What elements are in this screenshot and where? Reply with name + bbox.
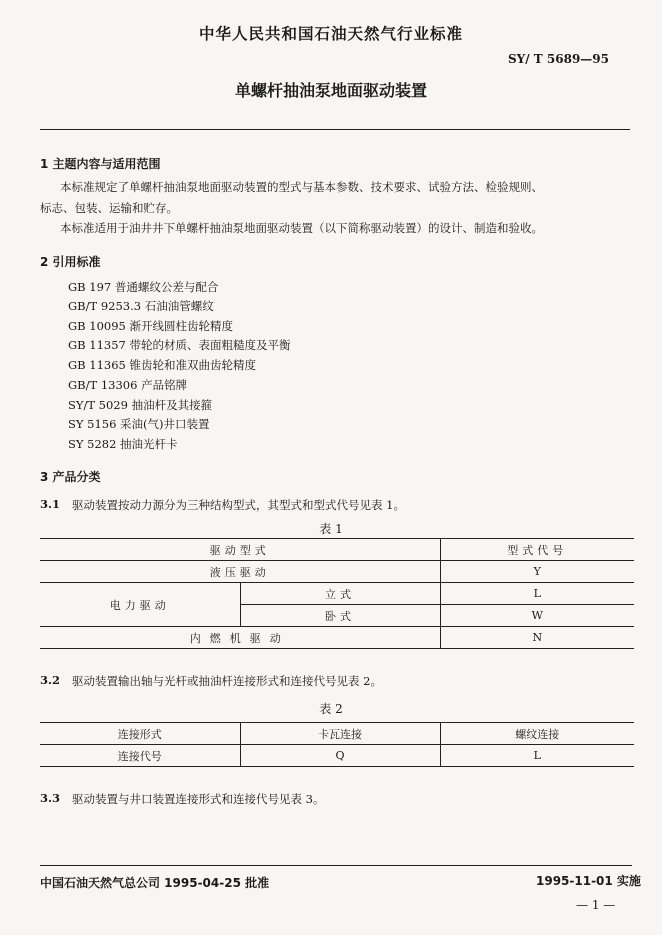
table2-cell-thread-code: L: [440, 745, 634, 767]
clause-text: 驱动装置按动力源分为三种结构型式，其型式和型式代号见表 1。: [72, 498, 405, 512]
reference-item: GB/T 13306 产品铭牌: [68, 378, 188, 392]
table1-cell-hydraulic: 液压驱动: [40, 561, 440, 583]
reference-item: GB/T 9253.3 石油油管螺纹: [68, 299, 214, 313]
table1-cell-engine: 内燃机驱动: [40, 627, 440, 649]
clause-text: 驱动装置输出轴与光杆或抽油杆连接形式和连接代号见表 2。: [72, 674, 382, 688]
document-title: 单螺杆抽油泵地面驱动装置: [234, 81, 427, 100]
table1-cell-horizontal-code: W: [440, 605, 634, 627]
header-rule: [40, 129, 630, 130]
table2-row-label-form: 连接形式: [40, 723, 240, 745]
table1-cell-electric: 电力驱动: [40, 583, 240, 627]
section1-paragraph1-line1: 本标准规定了单螺杆抽油泵地面驱动装置的型式与基本参数、技术要求、试验方法、检验规则、: [60, 180, 543, 194]
industry-standard-title: 中华人民共和国石油天然气行业标准: [198, 25, 463, 43]
reference-item: SY 5156 采油(气)井口装置: [68, 417, 210, 431]
table2-row-label-code: 连接代号: [40, 745, 240, 767]
section1-paragraph2: 本标准适用于油井井下单螺杆抽油泵地面驱动装置（以下简称驱动装置）的设计、制造和验收。: [60, 221, 543, 235]
section3-heading: 3 产品分类: [40, 470, 101, 484]
section1-heading: 1 主题内容与适用范围: [40, 157, 161, 171]
reference-item: GB 11365 锥齿轮和准双曲齿轮精度: [68, 358, 257, 372]
clause-number: 3.3: [40, 791, 61, 805]
table1-cell-vertical: 立式: [240, 583, 440, 605]
reference-item: SY 5282 抽油光杆卡: [68, 437, 178, 451]
reference-item: GB 11357 带轮的材质、表面粗糙度及平衡: [68, 338, 291, 352]
clause-number: 3.2: [40, 673, 61, 687]
clause-text: 驱动装置与井口装置连接形式和连接代号见表 3。: [72, 792, 325, 806]
table1-cell-horizontal: 卧式: [240, 605, 440, 627]
clause-number: 3.1: [40, 497, 61, 511]
table2-cell-thread: 螺纹连接: [440, 723, 634, 745]
approval-line: 中国石油天然气总公司 1995-04-25 批准: [40, 876, 270, 890]
reference-item: SY/T 5029 抽油杆及其接箍: [68, 398, 213, 412]
table2-cell-clamp-code: Q: [240, 745, 440, 767]
table1-header-type: 驱动型式: [40, 539, 440, 561]
section1-paragraph1-line2: 标志、包装、运输和贮存。: [40, 201, 178, 215]
table1-cell-vertical-code: L: [440, 583, 634, 605]
table1: [40, 538, 634, 649]
effective-date: 1995-11-01 实施: [536, 874, 641, 888]
table1-cell-engine-code: N: [440, 627, 634, 649]
table2: [40, 722, 634, 767]
page-number: — 1 —: [576, 898, 616, 912]
table2-caption: 表 2: [319, 702, 343, 716]
table1-header-code: 型式代号: [440, 539, 634, 561]
table1-caption: 表 1: [319, 522, 343, 536]
reference-item: GB 197 普通螺纹公差与配合: [68, 280, 219, 294]
standard-code: SY/ T 5689—95: [508, 52, 609, 66]
table2-cell-clamp: 卡瓦连接: [240, 723, 440, 745]
footer-rule: [40, 865, 632, 866]
table1-cell-hydraulic-code: Y: [440, 561, 634, 583]
reference-item: GB 10095 渐开线圆柱齿轮精度: [68, 319, 234, 333]
section2-heading: 2 引用标准: [40, 255, 101, 269]
